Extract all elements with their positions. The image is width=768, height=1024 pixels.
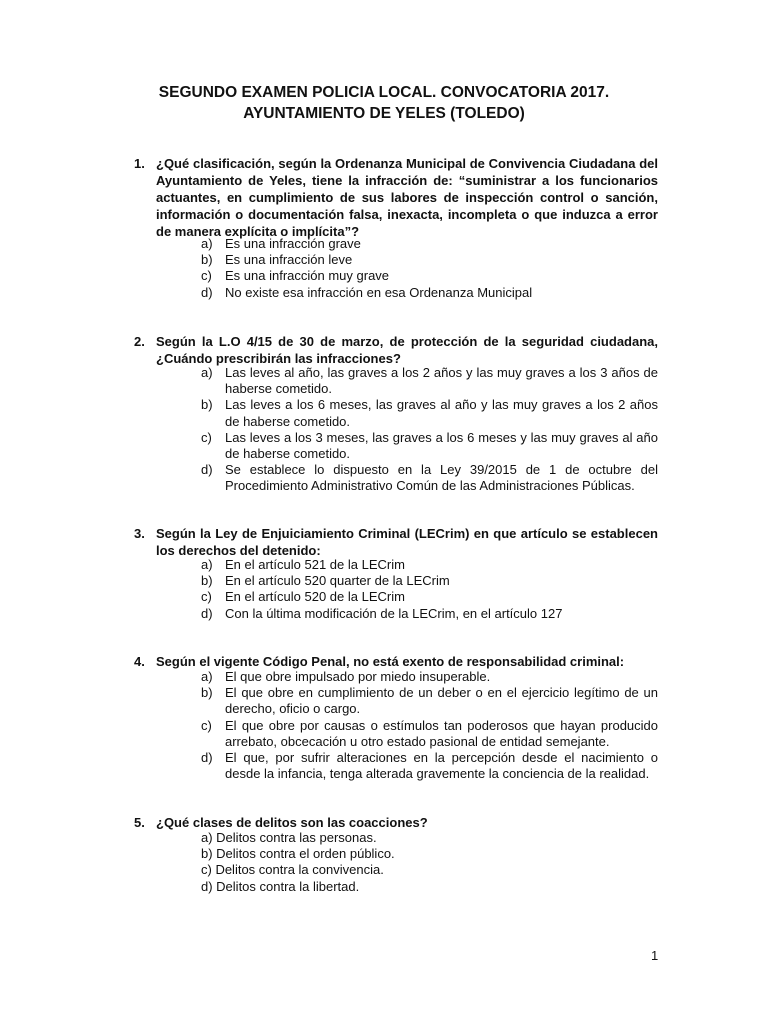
option-text: Las leves al año, las graves a los 2 años y las muy graves a los 3 años de haberse cometido.: [225, 365, 658, 397]
option-letter: b): [201, 685, 213, 701]
question-1-options: [0, 236, 768, 301]
title-line-1: SEGUNDO EXAMEN POLICIA LOCAL. CONVOCATORIA 2017.: [158, 84, 610, 101]
option-text: Se establece lo dispuesto en la Ley 39/2015 de 1 de octubre del Procedimiento Administrativo Común de las Administraciones Públicas.: [225, 462, 658, 494]
option-text: En el artículo 521 de la LECrim: [225, 557, 405, 572]
question-number: 3.: [134, 526, 145, 541]
option-letter: d): [201, 462, 213, 478]
question-text: Según la L.O 4/15 de 30 de marzo, de protección de la seguridad ciudadana, ¿Cuándo prescribirán las infracciones?: [156, 334, 658, 366]
question-number: 1.: [134, 156, 145, 171]
option-letter: b): [201, 573, 213, 589]
option-b: [0, 252, 768, 268]
option-text: Con la última modificación de la LECrim, en el artículo 127: [225, 605, 563, 621]
question-number: 5.: [134, 815, 145, 830]
option-letter: c): [201, 589, 212, 605]
option-b: [0, 685, 768, 717]
option-text: En el artículo 520 de la LECrim: [225, 589, 405, 605]
option-c: [0, 430, 768, 462]
option-a: [0, 365, 768, 397]
option-c: [0, 268, 768, 284]
question-5-options: [0, 830, 768, 895]
option-c: [0, 718, 768, 750]
option-text: El que obre impulsado por miedo insuperable.: [225, 669, 491, 684]
option-letter: a): [201, 669, 213, 684]
option-text: El que obre en cumplimiento de un deber o en el ejercicio legítimo de un derecho, oficio o cargo.: [225, 685, 658, 717]
option-text: Es una infracción grave: [225, 236, 361, 251]
option-letter: b): [201, 397, 213, 413]
option-letter: c): [201, 717, 212, 733]
option-b: [0, 397, 768, 429]
option-c: c) Delitos contra la convivencia.: [201, 862, 384, 878]
option-text: En el artículo 520 quarter de la LECrim: [225, 573, 450, 589]
question-text: Según el vigente Código Penal, no está exento de responsabilidad criminal:: [156, 654, 625, 669]
option-text: No existe esa infracción en esa Ordenanza Municipal: [225, 284, 533, 300]
option-letter: c): [201, 268, 212, 284]
title-line-2: AYUNTAMIENTO DE YELES (TOLEDO): [243, 105, 525, 122]
option-letter: d): [201, 605, 213, 621]
option-letter: d): [201, 284, 213, 300]
option-b: [0, 573, 768, 589]
option-text: Las leves a los 6 meses, las graves al año y las muy graves a los 2 años de haberse cometido.: [225, 397, 658, 429]
document-title: [0, 82, 768, 124]
option-letter: a): [201, 557, 213, 572]
question-4-options: [0, 669, 768, 782]
option-letter: d): [201, 750, 213, 766]
option-d: [0, 462, 768, 494]
option-text: El que, por sufrir alteraciones en la percepción desde el nacimiento o desde la infancia, tenga alterada gravemente la conciencia de la realidad.: [225, 750, 658, 782]
option-d: [0, 606, 768, 622]
question-number: 4.: [134, 654, 145, 669]
option-a: [0, 236, 768, 252]
option-text: Las leves a los 3 meses, las graves a los 6 meses y las muy graves al año de haberse cometido.: [225, 429, 658, 462]
option-d: d) Delitos contra la libertad.: [201, 878, 360, 894]
question-text: ¿Qué clasificación, según la Ordenanza Municipal de Convivencia Ciudadana del Ayuntamiento de Yeles, tiene la infracción de: “suministrar a los funcionarios actuantes, en cumplimiento de sus labores de inspección control o sanción, información o documentación falsa, inexacta, incompleta o que induzca a error de manera explícita o implícita”?: [156, 156, 658, 239]
option-a: a) Delitos contra las personas.: [201, 830, 377, 845]
option-d: [0, 750, 768, 782]
question-3-options: [0, 557, 768, 622]
option-text: Es una infracción leve: [225, 252, 353, 268]
question-2-options: [0, 365, 768, 495]
option-a: [0, 669, 768, 685]
question-text: Según la Ley de Enjuiciamiento Criminal (LECrim) en que artículo se establecen los derechos del detenido:: [156, 526, 658, 558]
option-text: El que obre por causas o estímulos tan poderosos que hayan producido arrebato, obcecación u otro estado pasional de entidad semejante.: [225, 717, 658, 749]
option-b: b) Delitos contra el orden público.: [201, 846, 395, 862]
page-number: 1: [651, 948, 659, 963]
question-text: ¿Qué clases de delitos son las coacciones?: [156, 815, 428, 830]
option-a: [0, 557, 768, 573]
question-number: 2.: [134, 334, 145, 349]
option-text: Es una infracción muy grave: [225, 268, 390, 284]
option-letter: b): [201, 252, 213, 268]
option-letter: a): [201, 236, 213, 251]
option-letter: a): [201, 365, 213, 380]
option-letter: c): [201, 429, 212, 445]
option-c: [0, 589, 768, 605]
option-d: [0, 285, 768, 301]
